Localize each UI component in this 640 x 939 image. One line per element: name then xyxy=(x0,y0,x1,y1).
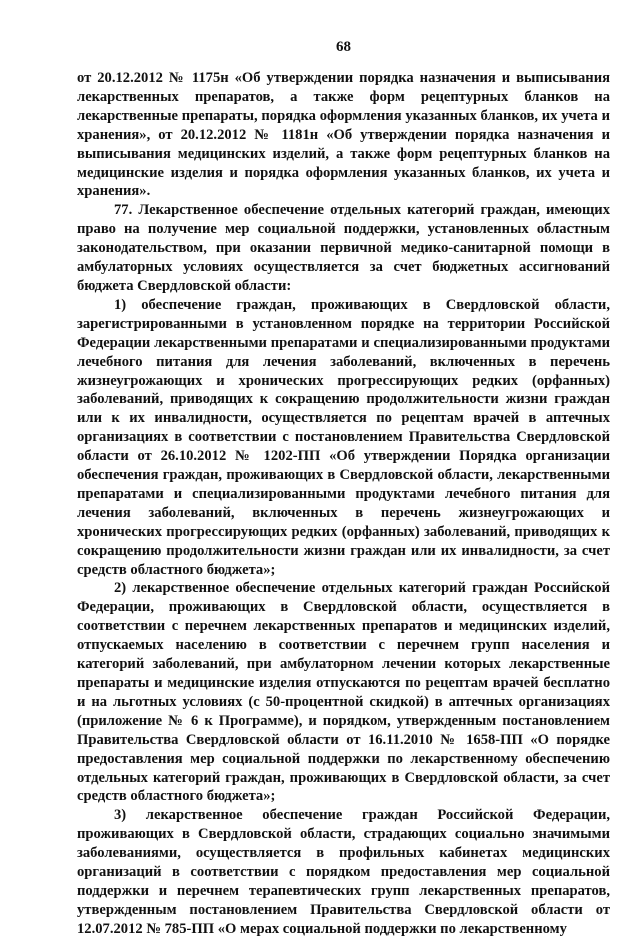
paragraph-item-1: 1) обеспечение граждан, проживающих в Свердловской области, зарегистрированными в установленном порядке на территории Российской Федерации лекарственными препаратами и специализированными продуктами лечебного питания для лечения заболеваний, включенных в перечень жизнеугрожающих и хронических прогрессирующих редких (орфанных) заболеваний, приводящих к сокращению продолжительности жизни граждан или к их инвалидности, осуществляется по рецептам врачей в аптечных организациях в соответствии с постановлением Правительства Свердловской области от 26.10.2012 № 1202-ПП «Об утверждении Порядка организации обеспечения граждан, проживающих в Свердловской области, лекарственными препаратами и специализированными продуктами лечебного питания для лечения заболеваний, включенных в перечень жизнеугрожающих и хронических прогрессирующих редких (орфанных) заболеваний, приводящих к сокращению продолжительности жизни граждан или их инвалидности, за счет средств областного бюджета»; xyxy=(77,296,610,578)
page-number: 68 xyxy=(336,39,351,55)
paragraph-clause-77: 77. Лекарственное обеспечение отдельных категорий граждан, имеющих право на получение мер социальной поддержки, установленных областным законодательством, при оказании первичной медико-санитарной помощи в амбулаторных условиях осуществляется за счет бюджетных ассигнований бюджета Свердловской области: xyxy=(77,202,610,294)
paragraph-continuation: от 20.12.2012 № 1175н «Об утверждении порядка назначения и выписывания лекарственных препаратов, а также форм рецептурных бланков на лекарственные препараты, порядка оформления указанных бланков, их учета и хранения», от 20.12.2012 № 1181н «Об утверждении порядка назначения и выписывания медицинских изделий, а также форм рецептурных бланков на медицинские изделия и порядка оформления указанных бланков, их учета и хранения». xyxy=(77,70,610,200)
paragraph-item-3: 3) лекарственное обеспечение граждан Российской Федерации, проживающих в Свердловской области, страдающих социально значимыми заболеваниями, осуществляется в профильных кабинетах медицинских организаций в соответствии с порядком предоставления мер социальной поддержки и перечнем терапевтических групп лекарственных препаратов, утвержденным постановлением Правительства Свердловской области от 12.07.2012 № 785-ПП «О мерах социальной поддержки по лекарственному xyxy=(77,807,610,937)
paragraph-item-2: 2) лекарственное обеспечение отдельных категорий граждан Российской Федерации, проживающих в Свердловской области, осуществляется в соответствии с перечнем лекарственных препаратов и медицинских изделий, отпускаемых населению в соответствии с перечнем групп населения и категорий заболеваний, при амбулаторном лечении которых лекарственные препараты и медицинские изделия отпускаются по рецептам врачей бесплатно и на льготных условиях (с 50-процентной скидкой) в аптечных организациях (приложение № 6 к Программе), и порядком, утвержденным постановлением Правительства Свердловской области от 16.11.2010 № 1658-ПП «О порядке предоставления мер социальной поддержки по лекарственному обеспечению отдельных категорий граждан, проживающих в Свердловской области, за счет средств областного бюджета»; xyxy=(77,580,610,805)
document-body xyxy=(77,69,610,939)
